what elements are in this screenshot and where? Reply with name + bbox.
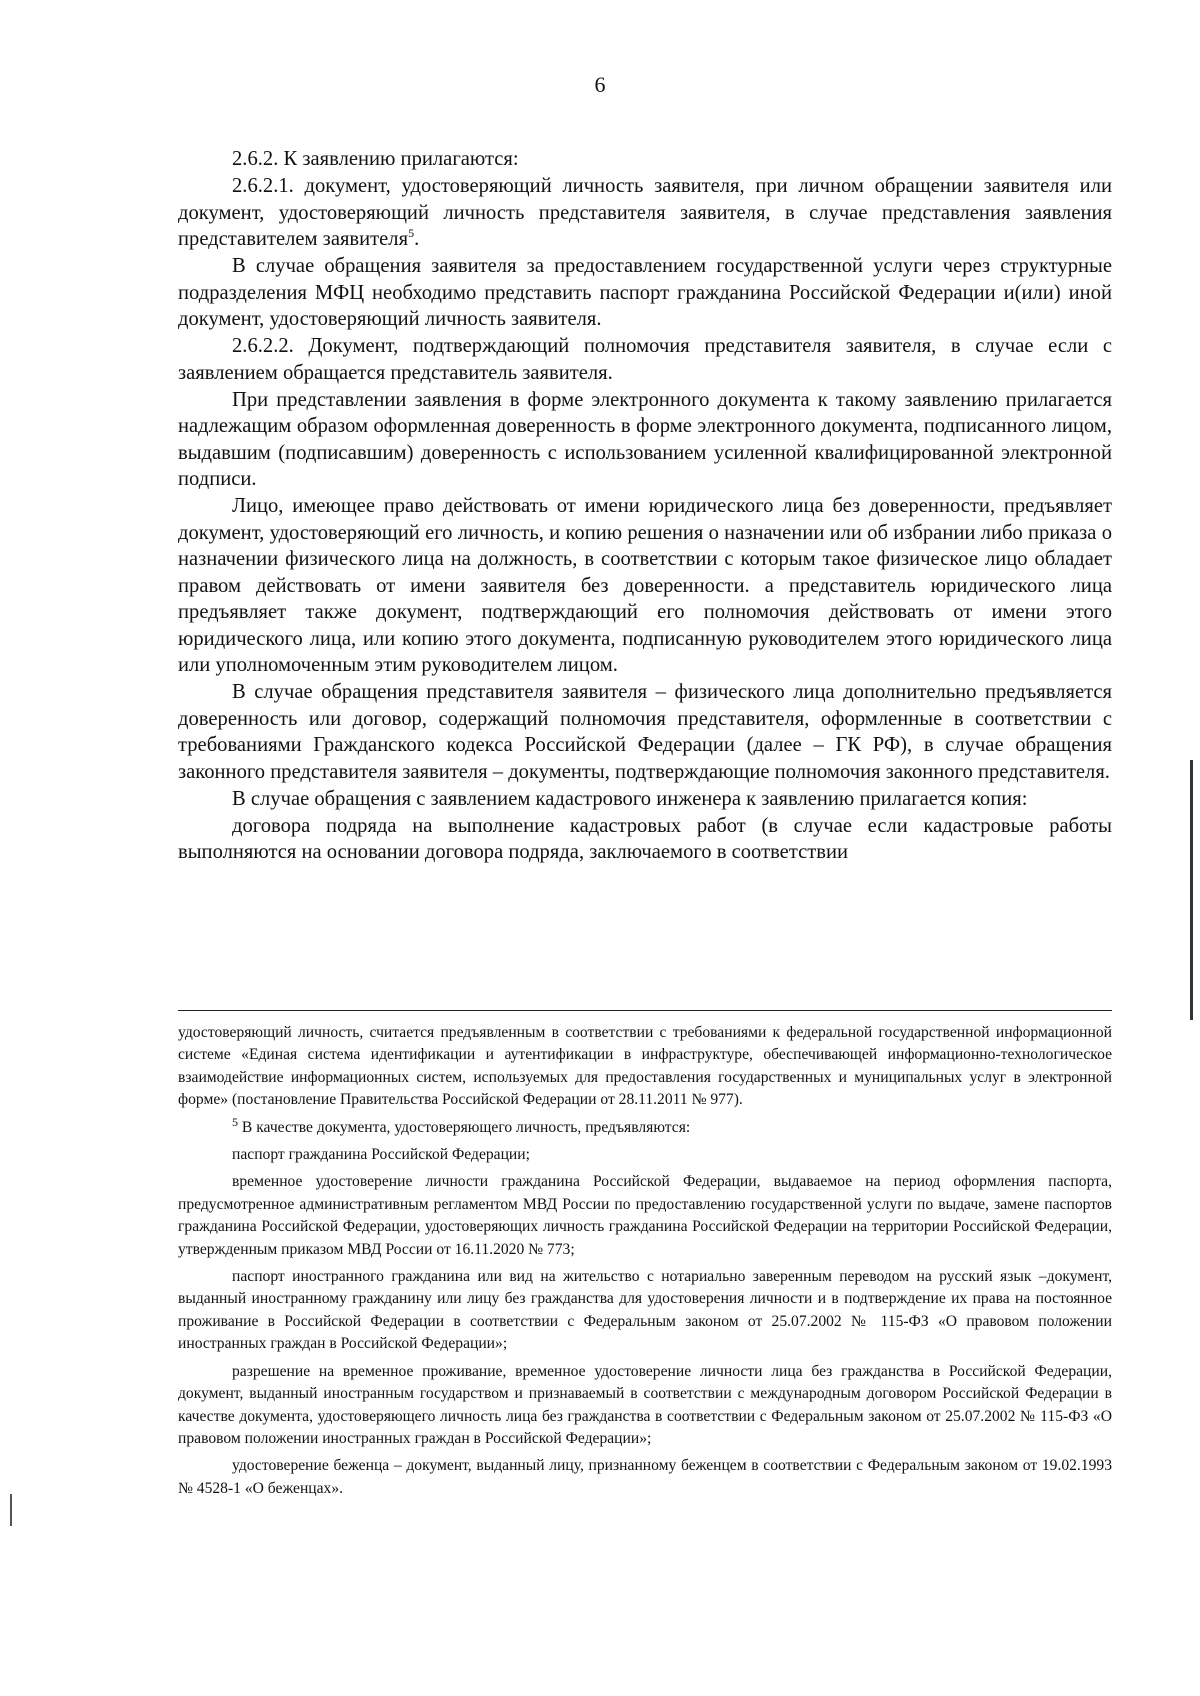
footnote-item-refugee: удостоверение беженца – документ, выданный лицу, признанному беженцем в соответствии с Федеральным законом от 19.02.1993 № 4528-1 «О беженцах». (178, 1457, 1112, 1497)
footnote-item-temporary-id: временное удостоверение личности гражданина Российской Федерации, выдаваемое на период оформления паспорта, предусмотренное административным регламентом МВД России по предоставлению государственной услуги по выдаче, замене паспортов гражданина Российской Федерации, удостоверяющих личность гражданина Российской Федерации на территории Российской Федерации, утвержденным приказом МВД России от 16.11.2020 № 773; (178, 1173, 1112, 1258)
paragraph-2-6-2-2: 2.6.2.2. Документ, подтверждающий полномочия представителя заявителя, в случае если с заявлением обращается представитель заявителя. (178, 335, 1112, 384)
footnote-item-passport: паспорт гражданина Российской Федерации; (232, 1146, 530, 1164)
paragraph-mfc: В случае обращения заявителя за предоставлением государственной услуги через структурные подразделения МФЦ необходимо представить паспорт гражданина Российской Федерации и(или) иной документ, удостоверяющий личность заявителя. (178, 255, 1112, 330)
paragraph-legal-entity: Лицо, имеющее право действовать от имени юридического лица без доверенности, предъявляет документ, удостоверяющий его личность, и копию решения о назначении или об избрании либо приказа о назначении физического лица на должность, в соответствии с которым такое физическое лицо обладает правом действовать от имени заявителя без доверенности. а представитель юридического лица предъявляет также документ, подтверждающий его полномочия действовать от имени этого юридического лица, или копию этого документа, подписанную руководителем этого юридического лица или уполномоченным этим руководителем лицом. (178, 495, 1112, 676)
footnote-separator (178, 1010, 1112, 1011)
paragraph-2-6-2-1-end: . (414, 228, 420, 250)
scan-edge-mark-left (10, 1494, 12, 1526)
main-text (178, 146, 1112, 866)
footnote-5-marker: 5 (232, 1114, 238, 1129)
page-number: 6 (594, 72, 606, 97)
paragraph-2-6-2-1-text: 2.6.2.1. документ, удостоверяющий личность заявителя, при личном обращении заявителя или документ, удостоверяющий личность представителя заявителя, в случае представления заявления представителем заявителя (178, 175, 1112, 250)
paragraph-electronic-document: При представлении заявления в форме электронного документа к такому заявлению прилагается надлежащим образом оформленная доверенность в форме электронного документа, подписанного лицом, выдавшим (подписавшим) доверенность с использованием усиленной квалифицированной электронной подписи. (178, 388, 1112, 490)
paragraph-cadastral-engineer: В случае обращения с заявлением кадастрового инженера к заявлению прилагается копия: (232, 787, 1028, 810)
footnote-5 (178, 1114, 1112, 1139)
paragraph-individual-representative: В случае обращения представителя заявителя – физического лица дополнительно предъявляется доверенность или договор, содержащий полномочия представителя, оформленные в соответствии с требованиями Гражданского кодекса Российской Федерации (далее – ГК РФ), в случае обращения законного представителя заявителя – документы, подтверждающие полномочия законного представителя. (178, 681, 1112, 783)
footnotes (178, 1022, 1112, 1505)
footnote-item-foreign-passport: паспорт иностранного гражданина или вид на жительство с нотариально заверенным переводом на русский язык –документ, выданный иностранному гражданину или лицу без гражданства для удостоверения личности и в подтверждение их права на постоянное проживание в Российской Федерации в соответствии с Федеральным законом от 25.07.2002 № 115-ФЗ «О правовом положении иностранных граждан в Российской Федерации»; (178, 1268, 1112, 1353)
paragraph-2-6-2-1 (178, 173, 1112, 253)
footnote-continuation: удостоверяющий личность, считается предъявленным в соответствии с требованиями к федеральной государственной информационной системе «Единая система идентификации и аутентификации в инфраструктуре, обеспечивающей информационно-технологическое взаимодействие информационных систем, используемых для предоставления государственных и муниципальных услуг в электронной форме» (постановление Правительства Российской Федерации от 28.11.2011 № 977). (178, 1024, 1112, 1109)
scan-edge-mark (1190, 760, 1193, 1020)
footnote-item-residence-permit: разрешение на временное проживание, временное удостоверение личности лица без гражданства в Российской Федерации, документ, выданный иностранным государством и признаваемый в соответствии с международным договором Российской Федерации в качестве документа, удостоверяющего личность лица без гражданства в соответствии с Федеральным законом от 25.07.2002 № 115-ФЗ «О правовом положении иностранных граждан в Российской Федерации»; (178, 1362, 1112, 1447)
footnote-ref-5: 5 (408, 226, 415, 241)
paragraph-2-6-2: 2.6.2. К заявлению прилагаются: (232, 148, 519, 170)
footnote-5-intro: В качестве документа, удостоверяющего личность, предъявляются: (238, 1118, 691, 1136)
paragraph-contract: договора подряда на выполнение кадастровых работ (в случае если кадастровые работы выполняются на основании договора подряда, заключаемого в соответствии (178, 814, 1112, 863)
